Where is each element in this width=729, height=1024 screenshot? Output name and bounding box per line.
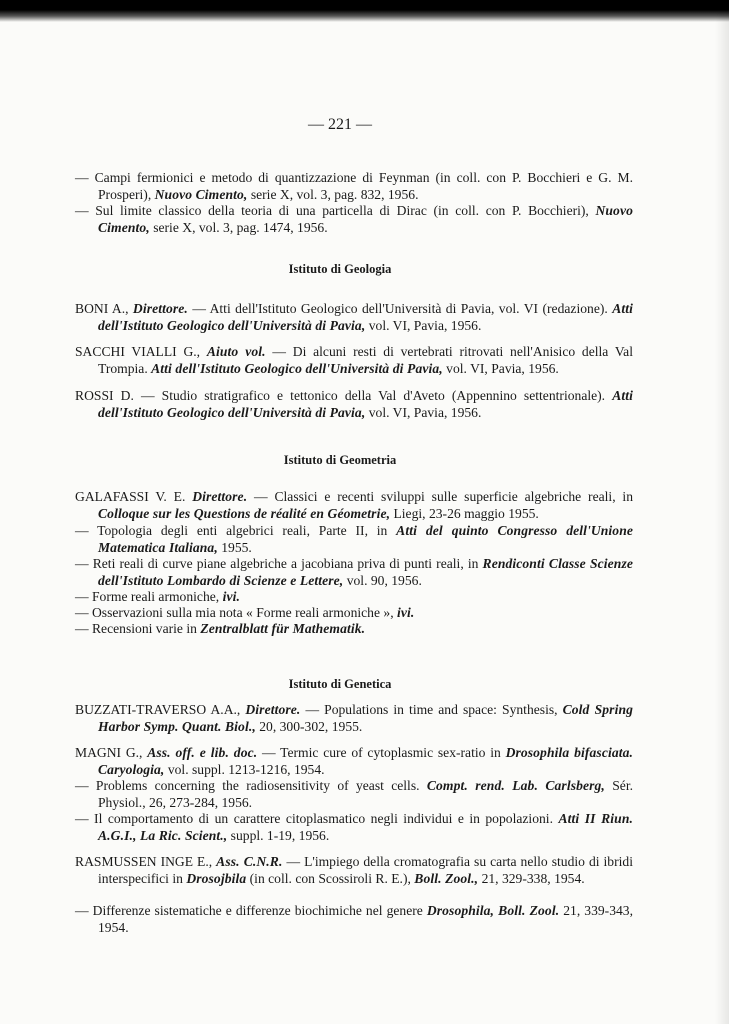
citation-italic: Direttore. (192, 489, 248, 504)
citation-italic: Nuovo Cimento, (98, 203, 633, 235)
bibliography-entry (75, 203, 633, 236)
section-heading: Istituto di Geologia (288, 262, 392, 276)
citation-italic: Ass. off. e lib. doc. (147, 745, 258, 760)
bibliography-entry (75, 605, 633, 622)
citation-text: (in coll. con Scossiroli R. E.), (246, 870, 415, 886)
bibliography-entry (75, 854, 633, 887)
citation-italic: Drosophila, Boll. Zool. (426, 903, 560, 918)
citation-text: — Sul limite classico della teoria di una particella di Dirac (in coll. con P. Bocchieri), (75, 203, 596, 218)
citation-text: GALAFASSI V. E. (75, 489, 193, 504)
citation-text: vol. suppl. 1213-1216, 1954. (164, 761, 325, 777)
bibliography-entry (75, 811, 633, 844)
citation-italic: Atti II Riun. A.G.I., La Ric. Scient., (98, 811, 634, 843)
citation-text: Liegi, 23-26 maggio 1955. (390, 505, 539, 521)
bibliography-entry (75, 621, 633, 638)
citation-text: — Populations in time and space: Synthesis, (300, 702, 563, 717)
scan-top-edge (0, 0, 729, 22)
bibliography-entry (75, 745, 633, 778)
citation-italic: ivi. (397, 605, 415, 620)
citation-text: suppl. 1-19, 1956. (227, 827, 330, 843)
citation-text: 21, 329-338, 1954. (478, 870, 585, 886)
citation-text: — Osservazioni sulla mia nota « Forme reali armoniche », (75, 605, 398, 620)
citation-text: — Termic cure of cytoplasmic sex-ratio in (257, 745, 506, 760)
citation-text: RASMUSSEN INGE E., (75, 854, 217, 869)
citation-italic: Rendiconti Classe Scienze dell'Istituto Lombardo di Scienze e Lettere, (98, 556, 633, 588)
citation-text: 20, 300-302, 1955. (255, 718, 363, 734)
citation-text: — Di alcuni resti di vertebrati ritrovati nell'Anisico della Val Trompia. (98, 344, 633, 376)
citation-text: serie X, vol. 3, pag. 1474, 1956. (149, 219, 328, 235)
scan-right-edge (715, 0, 729, 1024)
citation-italic: Zentralblatt für Mathematik. (200, 621, 366, 636)
citation-italic: Cold Spring Harbor Symp. Quant. Biol., (98, 702, 633, 734)
citation-text: — Classici e recenti sviluppi sulle superficie algebriche reali, in (247, 489, 633, 504)
citation-italic: Atti dell'Istituto Geologico dell'Università di Pavia, (151, 360, 443, 376)
citation-italic: Ass. C.N.R. (216, 854, 283, 869)
citation-text: ROSSI D. — Studio stratigrafico e tettonico della Val d'Aveto (Appennino settentrionale). (75, 388, 613, 403)
citation-italic: Atti del quinto Congresso dell'Unione Matematica Italiana, (98, 523, 633, 555)
bibliography-entry (75, 523, 633, 556)
citation-text: BUZZATI-TRAVERSO A.A., (75, 702, 246, 717)
bibliography-entry (75, 903, 633, 936)
citation-text: vol. VI, Pavia, 1956. (442, 360, 559, 376)
citation-text: — Forme reali armoniche, (75, 589, 223, 604)
citation-text: Sér. Physiol., 26, 273-284, 1956. (98, 778, 633, 810)
bibliography-entry (75, 778, 633, 811)
citation-text: — Problems concerning the radiosensitivity of yeast cells. (75, 778, 427, 793)
citation-italic: Nuovo Cimento, (154, 186, 248, 202)
citation-text: — L'impiego della cromatografia su carta nello studio di ibridi interspecifici in (98, 854, 633, 886)
citation-text: 1955. (217, 539, 252, 555)
citation-italic: Boll. Zool., (414, 870, 479, 886)
citation-text: vol. 90, 1956. (343, 572, 422, 588)
bibliography-entry (75, 388, 633, 421)
citation-text: BONI A., (75, 301, 133, 316)
citation-text: vol. VI, Pavia, 1956. (365, 317, 482, 333)
citation-text: — Reti reali di curve piane algebriche a jacobiana priva di punti reali, in (75, 556, 483, 571)
bibliography-entry (75, 170, 633, 203)
section-heading: Istituto di Genetica (288, 677, 392, 691)
bibliography-entry (75, 556, 633, 589)
citation-text: — Recensioni varie in (75, 621, 201, 636)
citation-text: 21, 339-343, 1954. (98, 903, 633, 935)
citation-text: — Campi fermionici e metodo di quantizzazione di Feynman (in coll. con P. Bocchieri e G. M. Prosperi), (75, 170, 633, 202)
citation-italic: ivi. (222, 589, 240, 604)
citation-italic: Direttore. (132, 301, 188, 316)
page-number: — 221 — (308, 116, 372, 133)
citation-text: — Topologia degli enti algebrici reali, Parte II, in (75, 523, 397, 538)
citation-italic: Aiuto vol. (206, 344, 266, 359)
bibliography-entry (75, 589, 633, 606)
citation-text: — Atti dell'Istituto Geologico dell'Università di Pavia, vol. VI (redazione). (187, 301, 613, 316)
citation-text: — Il comportamento di un carattere citoplasmatico negli individui e in popolazioni. (75, 811, 559, 826)
citation-italic: Drosophila bifasciata. Caryologia, (98, 745, 633, 777)
section-heading: Istituto di Geometria (283, 453, 397, 467)
citation-text: — Differenze sistematiche e differenze biochimiche nel genere (75, 903, 427, 918)
citation-italic: Compt. rend. Lab. Carlsberg, (426, 778, 605, 793)
citation-text: vol. VI, Pavia, 1956. (365, 404, 482, 420)
citation-italic: Colloque sur les Questions de réalité en Géometrie, (98, 505, 391, 521)
citation-text: serie X, vol. 3, pag. 832, 1956. (247, 186, 419, 202)
citation-italic: Atti dell'Istituto Geologico dell'Università di Pavia, (98, 388, 633, 420)
bibliography-entry (75, 489, 633, 522)
bibliography-entry (75, 301, 633, 334)
bibliography-entry (75, 702, 633, 735)
citation-italic: Drosojbila (186, 870, 247, 886)
citation-text: SACCHI VIALLI G., (75, 344, 207, 359)
bibliography-entry (75, 344, 633, 377)
citation-text: MAGNI G., (75, 745, 148, 760)
citation-italic: Atti dell'Istituto Geologico dell'Università di Pavia, (98, 301, 633, 333)
citation-italic: Direttore. (245, 702, 301, 717)
